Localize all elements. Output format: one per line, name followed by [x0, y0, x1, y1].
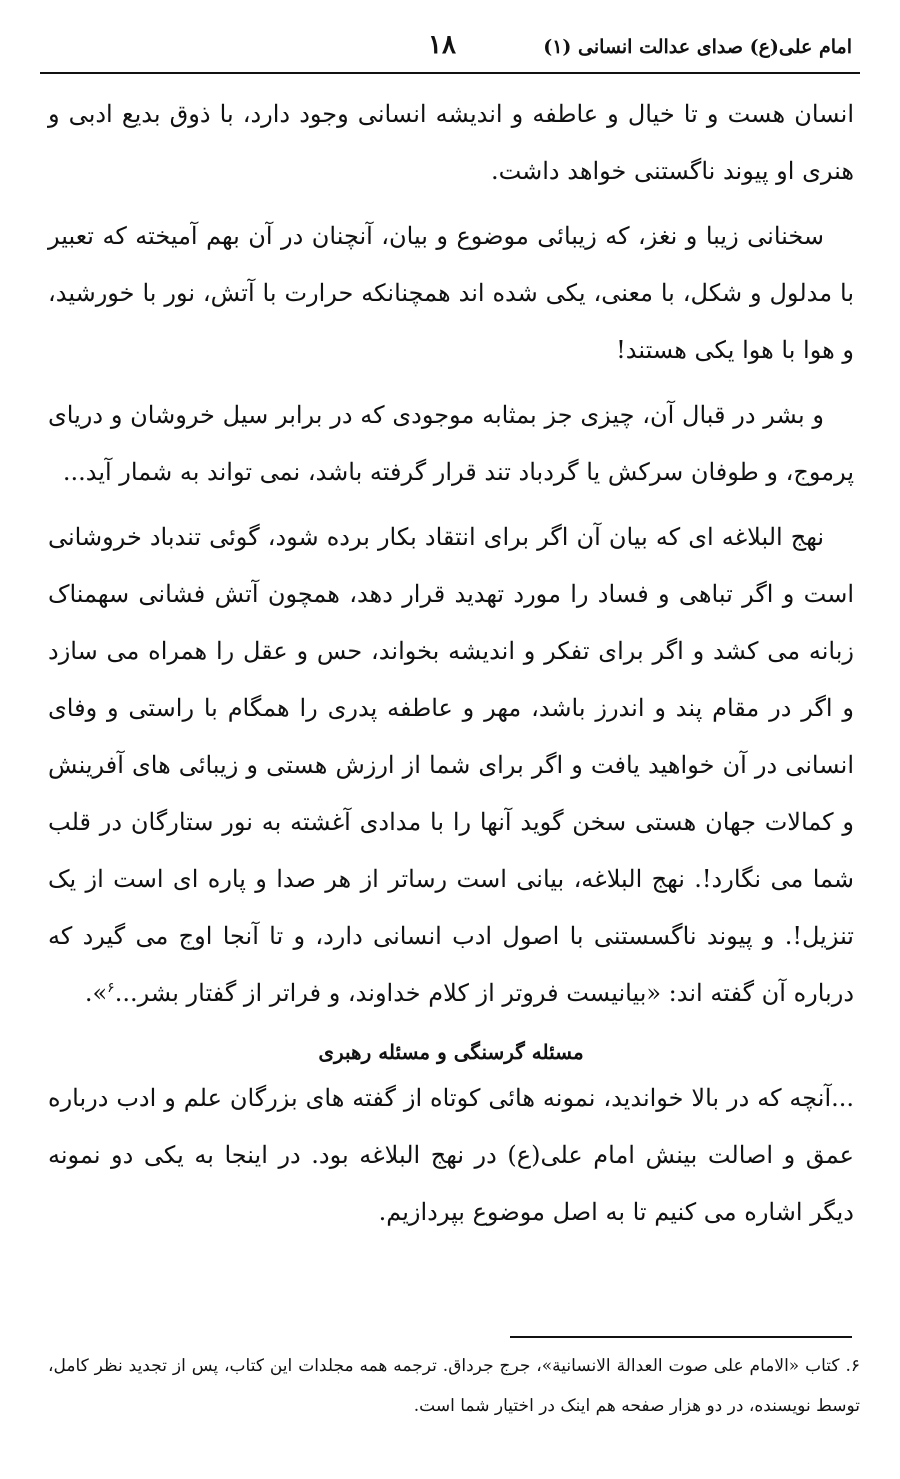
page-number: ۱۸ — [428, 30, 456, 60]
paragraph-2: سخنانی زیبا و نغز، که زیبائی موضوع و بیان، آنچنان در آن بهم آمیخته که تعبیر با مدلول و شکل، با معنی، یکی شده اند همچنانکه حرارت با آتش، نور با خورشید، و هوا با هوا یکی هستند! — [48, 222, 854, 364]
footnote-divider — [510, 1336, 852, 1338]
paragraph-4 — [48, 509, 854, 1022]
footnotes — [48, 1346, 860, 1426]
paragraph-4-end: ». — [84, 979, 108, 1007]
paragraph-1: انسان هست و تا خیال و عاطفه و اندیشه انسانی وجود دارد، با ذوق بدیع ادبی و هنری او پیوند ناگستنی خواهد داشت. — [48, 100, 854, 185]
body-text — [48, 86, 854, 1249]
footnote-6: ۶. کتاب «الامام علی صوت العدالة الانسانیة»، جرج جرداق. ترجمه همه مجلدات این کتاب، پس از تجدید نظر کامل، توسط نویسنده، در دو هزار صفحه هم اینک در اختیار شما است. — [48, 1356, 860, 1416]
paragraph-4-text: نهج البلاغه ای که بیان آن اگر برای انتقاد بکار برده شود، گوئی تندباد خروشانی است و اگر تباهی و فساد را مورد تهدید قرار دهد، همچون آتش فشانی سهمناک زبانه می کشد و اگر برای تفکر و اندیشه بخواند، حس و عقل را همراه می سازد و اگر در مقام پند و اندرز باشد، مهر و عاطفه پدری را همگام با راستی و وفای انسانی در آن خواهید یافت و اگر برای شما از ارزش هستی و زیبائی های آفرینش و کمالات جهان هستی سخن گوید آنها را با مدادی آغشته به نور ستارگان در قلب شما می نگارد!. نهج البلاغه، بیانی است رساتر از هر صدا و پاره ای است از یک تنزیل!. و پیوند ناگسستنی با اصول ادب انسانی دارد، و تا آنجا اوج می گیرد که درباره آن گفته اند: «بیانیست فروتر از کلام خداوند، و فراتر از گفتار بشر... — [48, 523, 855, 1007]
section-heading: مسئله گرسنگی و مسئله رهبری — [318, 1040, 584, 1064]
header-title: امام علی(ع) صدای عدالت انسانی (۱) — [543, 36, 852, 58]
paragraph-3: و بشر در قبال آن، چیزی جز بمثابه موجودی که در برابر سیل خروشان و دریای پرموج، و طوفان سرکش یا گردباد تند قرار گرفته باشد، نمی تواند به شمار آید... — [48, 401, 854, 486]
paragraph-5: ...آنچه که در بالا خواندید، نمونه هائی کوتاه از گفته های بزرگان علم و ادب درباره عمق و اصالت بینش امام علی(ع) در نهج البلاغه بود. در اینجا به یکی دو نمونه دیگر اشاره می کنیم تا به اصل موضوع بپردازیم. — [48, 1084, 855, 1226]
running-header — [40, 28, 860, 74]
footnote-reference[interactable]: ۶ — [107, 980, 115, 996]
